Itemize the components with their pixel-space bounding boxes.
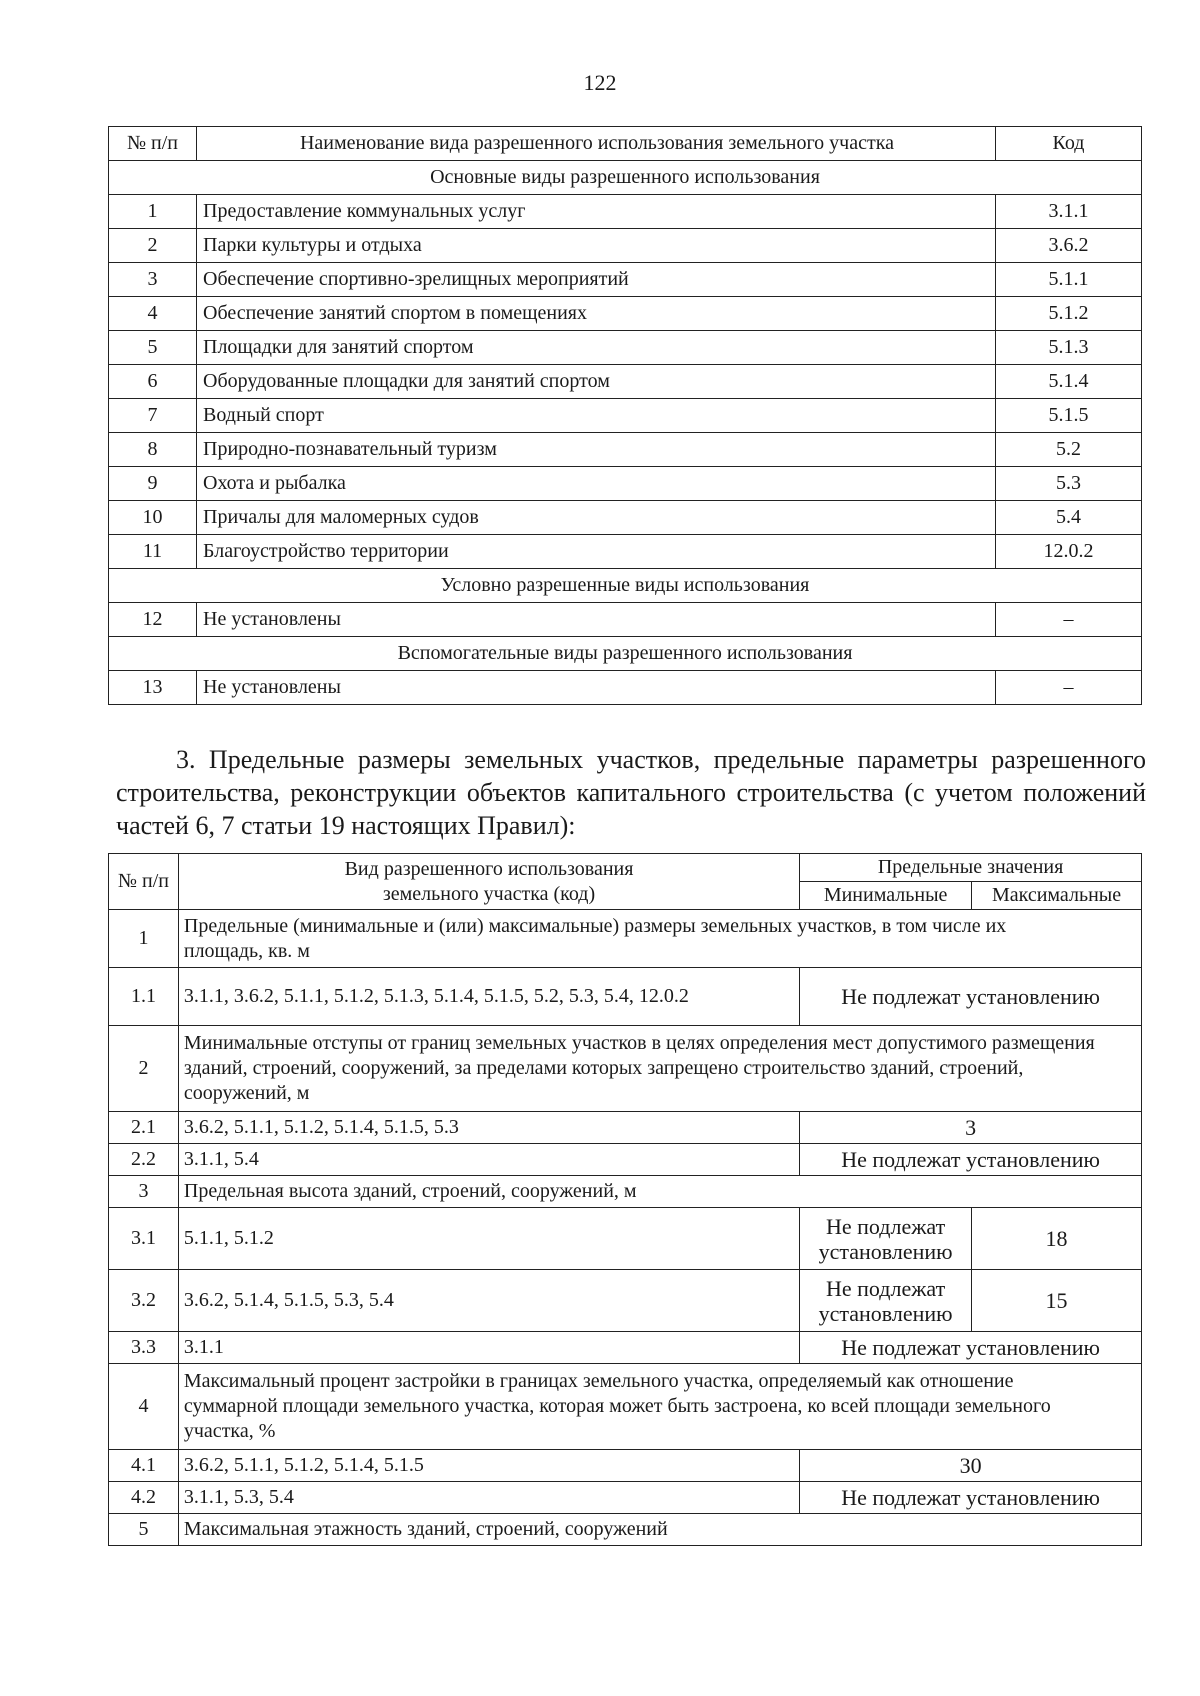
row-text: Минимальные отступы от границ земельных участков в целях определения мест допустимого размещения зданий, строений, сооружений, за пределами которых запрещено строительство зданий, строений, сооружений, м xyxy=(178,1026,1141,1112)
row-num: 2 xyxy=(109,1026,179,1112)
table-row xyxy=(109,1112,1142,1144)
table-row xyxy=(109,910,1142,968)
row-code: 5.3 xyxy=(996,467,1142,501)
table-row xyxy=(109,1144,1142,1176)
header-max: Максимальные xyxy=(972,882,1142,910)
row-text: Максимальный процент застройки в границах земельного участка, определяемый как отношение суммарной площади земельного участка, которая может быть застроена, ко всей площади земельного участка, % xyxy=(178,1364,1141,1450)
section-title: Вспомогательные виды разрешенного использования xyxy=(109,637,1142,671)
row-num: 3 xyxy=(109,1176,179,1208)
section-row xyxy=(109,161,1142,195)
section-title: Условно разрешенные виды использования xyxy=(109,569,1142,603)
row-name: Не установлены xyxy=(197,603,996,637)
header-min: Минимальные xyxy=(800,882,972,910)
table-row xyxy=(109,1514,1142,1546)
row-codes: 3.1.1, 5.4 xyxy=(178,1144,799,1176)
limit-parameters-table xyxy=(108,853,1142,1546)
table-row xyxy=(109,467,1142,501)
section-title: Основные виды разрешенного использования xyxy=(109,161,1142,195)
row-num: 5 xyxy=(109,331,197,365)
row-codes: 3.1.1, 5.3, 5.4 xyxy=(178,1482,799,1514)
table-row xyxy=(109,399,1142,433)
table-row xyxy=(109,603,1142,637)
row-value: 3 xyxy=(800,1112,1142,1144)
row-num: 4 xyxy=(109,1364,179,1450)
row-code: – xyxy=(996,603,1142,637)
row-num: 2.2 xyxy=(109,1144,179,1176)
row-num: 12 xyxy=(109,603,197,637)
row-name: Площадки для занятий спортом xyxy=(197,331,996,365)
table-row xyxy=(109,671,1142,705)
row-code: 5.2 xyxy=(996,433,1142,467)
row-name: Обеспечение занятий спортом в помещениях xyxy=(197,297,996,331)
row-num: 6 xyxy=(109,365,197,399)
header-num: № п/п xyxy=(109,127,197,161)
table-row xyxy=(109,501,1142,535)
row-num: 3 xyxy=(109,263,197,297)
row-num: 11 xyxy=(109,535,197,569)
table-row xyxy=(109,433,1142,467)
row-codes: 3.1.1 xyxy=(178,1332,799,1364)
row-num: 4 xyxy=(109,297,197,331)
row-num: 1 xyxy=(109,910,179,968)
row-num: 5 xyxy=(109,1514,179,1546)
row-code: 5.1.4 xyxy=(996,365,1142,399)
row-num: 1.1 xyxy=(109,968,179,1026)
row-text: Предельные (минимальные и (или) максимальные) размеры земельных участков, в том числе их площадь, кв. м xyxy=(178,910,1141,968)
row-codes: 3.1.1, 3.6.2, 5.1.1, 5.1.2, 5.1.3, 5.1.4, 5.1.5, 5.2, 5.3, 5.4, 12.0.2 xyxy=(178,968,799,1026)
row-value: Не подлежат установлению xyxy=(800,1144,1142,1176)
row-code: 5.1.1 xyxy=(996,263,1142,297)
row-num: 3.1 xyxy=(109,1208,179,1270)
table-row xyxy=(109,1026,1142,1112)
table-row xyxy=(109,1450,1142,1482)
row-name: Оборудованные площадки для занятий спортом xyxy=(197,365,996,399)
table-row xyxy=(109,229,1142,263)
row-name: Причалы для маломерных судов xyxy=(197,501,996,535)
table-row xyxy=(109,535,1142,569)
table-row xyxy=(109,297,1142,331)
row-name: Благоустройство территории xyxy=(197,535,996,569)
row-value: Не подлежат установлению xyxy=(800,1482,1142,1514)
table-row xyxy=(109,1208,1142,1270)
row-min: Не подлежат установлению xyxy=(800,1208,972,1270)
row-min: Не подлежат установлению xyxy=(800,1270,972,1332)
row-code: 5.1.3 xyxy=(996,331,1142,365)
row-code: 3.6.2 xyxy=(996,229,1142,263)
row-name: Обеспечение спортивно-зрелищных мероприятий xyxy=(197,263,996,297)
row-num: 2.1 xyxy=(109,1112,179,1144)
row-codes: 3.6.2, 5.1.1, 5.1.2, 5.1.4, 5.1.5 xyxy=(178,1450,799,1482)
row-code: – xyxy=(996,671,1142,705)
header-limits: Предельные значения xyxy=(800,854,1142,882)
table-row xyxy=(109,365,1142,399)
row-codes: 5.1.1, 5.1.2 xyxy=(178,1208,799,1270)
row-num: 3.3 xyxy=(109,1332,179,1364)
row-code: 3.1.1 xyxy=(996,195,1142,229)
row-num: 3.2 xyxy=(109,1270,179,1332)
row-text: Максимальная этажность зданий, строений, сооружений xyxy=(178,1514,1141,1546)
section-3-paragraph: 3. Предельные размеры земельных участков, предельные параметры разрешенного строительства, реконструкции объектов капитального строительства (с учетом положений частей 6, 7 статьи 19 настоящих Правил): xyxy=(116,745,1146,840)
header-name: Наименование вида разрешенного использования земельного участка xyxy=(197,127,996,161)
row-max: 18 xyxy=(972,1208,1142,1270)
row-max: 15 xyxy=(972,1270,1142,1332)
row-code: 5.1.2 xyxy=(996,297,1142,331)
table-row xyxy=(109,1364,1142,1450)
row-name: Парки культуры и отдыха xyxy=(197,229,996,263)
table-row xyxy=(109,968,1142,1026)
row-num: 4.2 xyxy=(109,1482,179,1514)
table-row xyxy=(109,195,1142,229)
row-num: 13 xyxy=(109,671,197,705)
header-type: Вид разрешенного использования земельного участка (код) xyxy=(178,854,799,910)
row-num: 10 xyxy=(109,501,197,535)
land-use-types-table xyxy=(108,126,1142,705)
row-num: 8 xyxy=(109,433,197,467)
table-row xyxy=(109,1270,1142,1332)
row-name: Не установлены xyxy=(197,671,996,705)
table-header-row xyxy=(109,854,1142,882)
row-name: Природно-познавательный туризм xyxy=(197,433,996,467)
row-code: 5.4 xyxy=(996,501,1142,535)
header-code: Код xyxy=(996,127,1142,161)
section-row xyxy=(109,569,1142,603)
header-num: № п/п xyxy=(109,854,179,910)
row-num: 9 xyxy=(109,467,197,501)
table-row xyxy=(109,331,1142,365)
row-num: 7 xyxy=(109,399,197,433)
section-row xyxy=(109,637,1142,671)
row-num: 2 xyxy=(109,229,197,263)
row-name: Предоставление коммунальных услуг xyxy=(197,195,996,229)
row-codes: 3.6.2, 5.1.1, 5.1.2, 5.1.4, 5.1.5, 5.3 xyxy=(178,1112,799,1144)
row-text: Предельная высота зданий, строений, сооружений, м xyxy=(178,1176,1141,1208)
row-num: 1 xyxy=(109,195,197,229)
row-code: 12.0.2 xyxy=(996,535,1142,569)
row-name: Водный спорт xyxy=(197,399,996,433)
row-value: 30 xyxy=(800,1450,1142,1482)
table-header-row xyxy=(109,127,1142,161)
table-row xyxy=(109,263,1142,297)
table-row xyxy=(109,1332,1142,1364)
row-name: Охота и рыбалка xyxy=(197,467,996,501)
row-codes: 3.6.2, 5.1.4, 5.1.5, 5.3, 5.4 xyxy=(178,1270,799,1332)
page-number: 122 xyxy=(583,70,617,95)
row-code: 5.1.5 xyxy=(996,399,1142,433)
table-row xyxy=(109,1176,1142,1208)
row-num: 4.1 xyxy=(109,1450,179,1482)
row-value: Не подлежат установлению xyxy=(800,1332,1142,1364)
table-row xyxy=(109,1482,1142,1514)
row-value: Не подлежат установлению xyxy=(800,968,1142,1026)
